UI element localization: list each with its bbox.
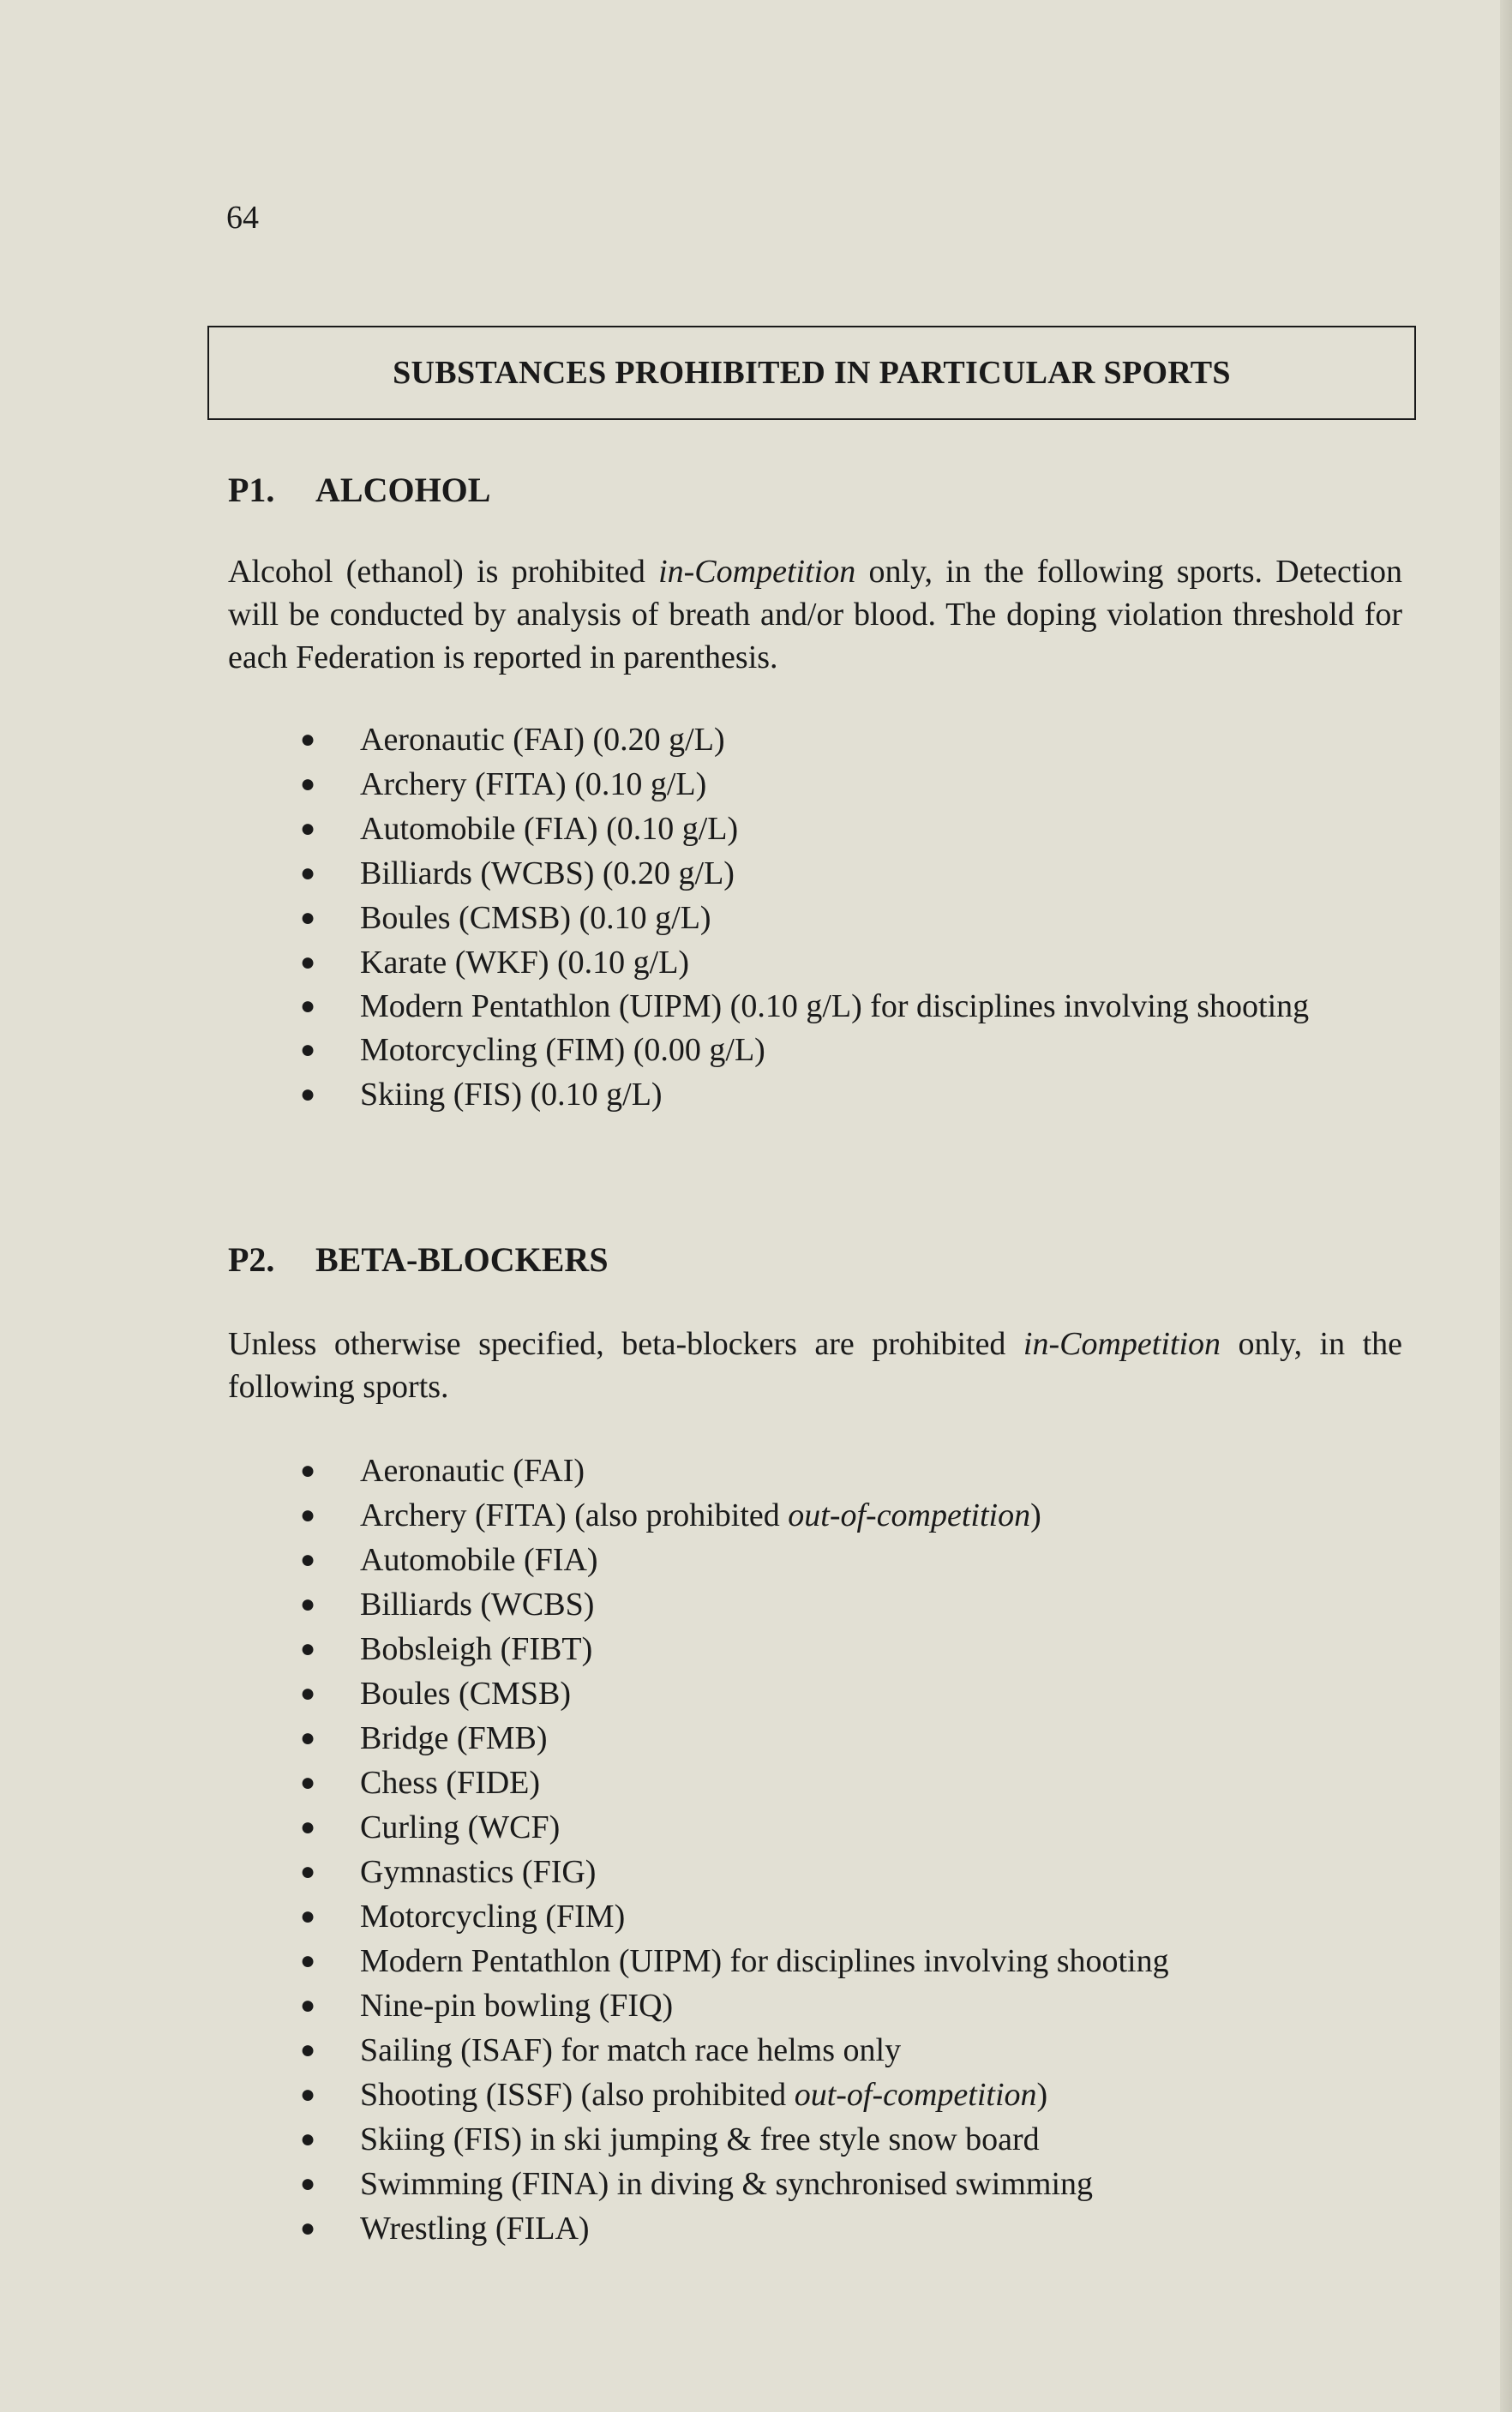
beta-blockers-intro (228, 1323, 1402, 1408)
list-item-text: Billiards (WCBS) (360, 1587, 595, 1623)
list-item-text: Nine-pin bowling (FIQ) (360, 1988, 674, 2024)
bullet-icon: ● (300, 1902, 316, 1930)
page-number: 64 (226, 200, 259, 236)
bullet-icon: ● (300, 1635, 316, 1663)
list-item (283, 2162, 1311, 2206)
bullet-icon: ● (300, 1035, 316, 1064)
alcohol-intro (228, 550, 1402, 679)
list-item (283, 985, 1371, 1028)
bullet-icon: ● (300, 2169, 316, 2198)
bullet-icon: ● (300, 992, 316, 1020)
list-item (283, 1538, 1311, 1582)
list-item-text: Modern Pentathlon (UIPM) for disciplines involving shooting (360, 1943, 1169, 1979)
list-item-text: Wrestling (FILA) (360, 2211, 590, 2247)
section-title: SUBSTANCES PROHIBITED IN PARTICULAR SPORTS (393, 355, 1231, 391)
bullet-icon: ● (300, 1545, 316, 1574)
list-item (283, 1028, 1311, 1072)
list-item-text: Skiing (FIS) in ski jumping & free style snow board (360, 2121, 1040, 2157)
list-item-text: Karate (WKF) (0.10 g/L) (360, 945, 690, 981)
bullet-icon: ● (300, 1080, 316, 1108)
heading-alcohol (228, 470, 490, 510)
list-item (283, 1805, 1311, 1850)
list-item (283, 1449, 1311, 1493)
list-item-text: Automobile (FIA) (360, 1542, 598, 1578)
alcohol-sports-list (283, 717, 1311, 1117)
list-item-text: Archery (FITA) (0.10 g/L) (360, 766, 707, 802)
list-item (283, 1582, 1311, 1627)
list-item (283, 1761, 1311, 1805)
bullet-icon: ● (300, 1679, 316, 1707)
list-item (283, 717, 1311, 762)
list-item-text: Motorcycling (FIM) (0.00 g/L) (360, 1032, 765, 1068)
list-item-text: Motorcycling (FIM) (360, 1899, 626, 1935)
bullet-icon: ● (300, 1991, 316, 2019)
list-item (283, 2073, 1311, 2117)
list-item (283, 1939, 1311, 1983)
heading-beta-blockers (228, 1239, 609, 1280)
list-item-text: Aeronautic (FAI) (360, 1453, 585, 1489)
list-item-text: Chess (FIDE) (360, 1765, 541, 1801)
bullet-icon: ● (300, 1501, 316, 1529)
list-item-text: Billiards (WCBS) (0.20 g/L) (360, 855, 735, 891)
heading-code: P1. (228, 471, 275, 509)
bullet-icon: ● (300, 903, 316, 932)
bullet-icon: ● (300, 2036, 316, 2064)
list-item-text: Boules (CMSB) (0.10 g/L) (360, 900, 711, 936)
list-item-text: Sailing (ISAF) for match race helms only (360, 2032, 902, 2068)
list-item (283, 896, 1311, 940)
bullet-icon: ● (300, 1456, 316, 1485)
bullet-icon: ● (300, 948, 316, 976)
list-item-text: Bobsleigh (FIBT) (360, 1631, 593, 1667)
bullet-icon: ● (300, 770, 316, 798)
list-item (283, 1493, 1311, 1538)
list-item (283, 1716, 1311, 1761)
bullet-icon: ● (300, 725, 316, 753)
list-item-text: Boules (CMSB) (360, 1676, 571, 1712)
page-edge (1500, 0, 1512, 2412)
list-item-text: Bridge (FMB) (360, 1720, 548, 1756)
intro-text: only, in the following sports. Detection will be conducted by analysis of breath and/or blood. The doping violation threshold for each Federation is reported in parenthesis. (228, 554, 1402, 675)
list-item-emphasis: out-of-competition (794, 2077, 1037, 2113)
list-item-text: ) (1036, 2077, 1048, 2113)
list-item (283, 1983, 1311, 2028)
bullet-icon: ● (300, 1813, 316, 1841)
list-item-text: Swimming (FINA) in diving & synchronised swimming (360, 2166, 1093, 2202)
bullet-icon: ● (300, 2214, 316, 2242)
intro-text: Unless otherwise specified, beta-blockers are prohibited (228, 1326, 1023, 1362)
list-item-text: Archery (FITA) (also prohibited (360, 1497, 789, 1533)
list-item (283, 851, 1311, 896)
bullet-icon: ● (300, 1947, 316, 1975)
heading-text: BETA-BLOCKERS (315, 1240, 609, 1279)
list-item (283, 807, 1311, 851)
list-item-text: Curling (WCF) (360, 1809, 561, 1845)
list-item-text: Automobile (FIA) (0.10 g/L) (360, 811, 739, 847)
list-item-text: Modern Pentathlon (UIPM) (0.10 g/L) for disciplines involving shooting (360, 988, 1310, 1024)
bullet-icon: ● (300, 1724, 316, 1752)
bullet-icon: ● (300, 1768, 316, 1797)
intro-text: only, in the following sports. (228, 1326, 1402, 1405)
bullet-icon: ● (300, 2125, 316, 2153)
list-item (283, 1671, 1311, 1716)
intro-text: Alcohol (ethanol) is prohibited (228, 554, 659, 590)
list-item-text: Skiing (FIS) (0.10 g/L) (360, 1077, 663, 1113)
heading-code: P2. (228, 1240, 275, 1279)
list-item-text: Aeronautic (FAI) (0.20 g/L) (360, 722, 725, 758)
beta-blockers-sports-list (283, 1449, 1311, 2251)
heading-text: ALCOHOL (315, 471, 491, 509)
list-item (283, 2117, 1311, 2162)
list-item-text: ) (1030, 1497, 1041, 1533)
list-item (283, 1627, 1311, 1671)
bullet-icon: ● (300, 1590, 316, 1618)
list-item (283, 2028, 1311, 2073)
list-item-emphasis: out-of-competition (788, 1497, 1031, 1533)
bullet-icon: ● (300, 1857, 316, 1886)
list-item (283, 1894, 1311, 1939)
list-item (283, 1850, 1311, 1894)
list-item-text: Gymnastics (FIG) (360, 1854, 597, 1890)
list-item-text: Shooting (ISSF) (also prohibited (360, 2077, 795, 2113)
bullet-icon: ● (300, 859, 316, 887)
list-item (283, 2206, 1311, 2251)
section-title-box (207, 326, 1416, 420)
bullet-icon: ● (300, 2080, 316, 2109)
bullet-icon: ● (300, 814, 316, 843)
intro-emphasis: in-Competition (658, 554, 856, 590)
list-item (283, 1072, 1311, 1117)
list-item (283, 762, 1311, 807)
intro-emphasis: in-Competition (1023, 1326, 1221, 1362)
list-item (283, 940, 1311, 985)
